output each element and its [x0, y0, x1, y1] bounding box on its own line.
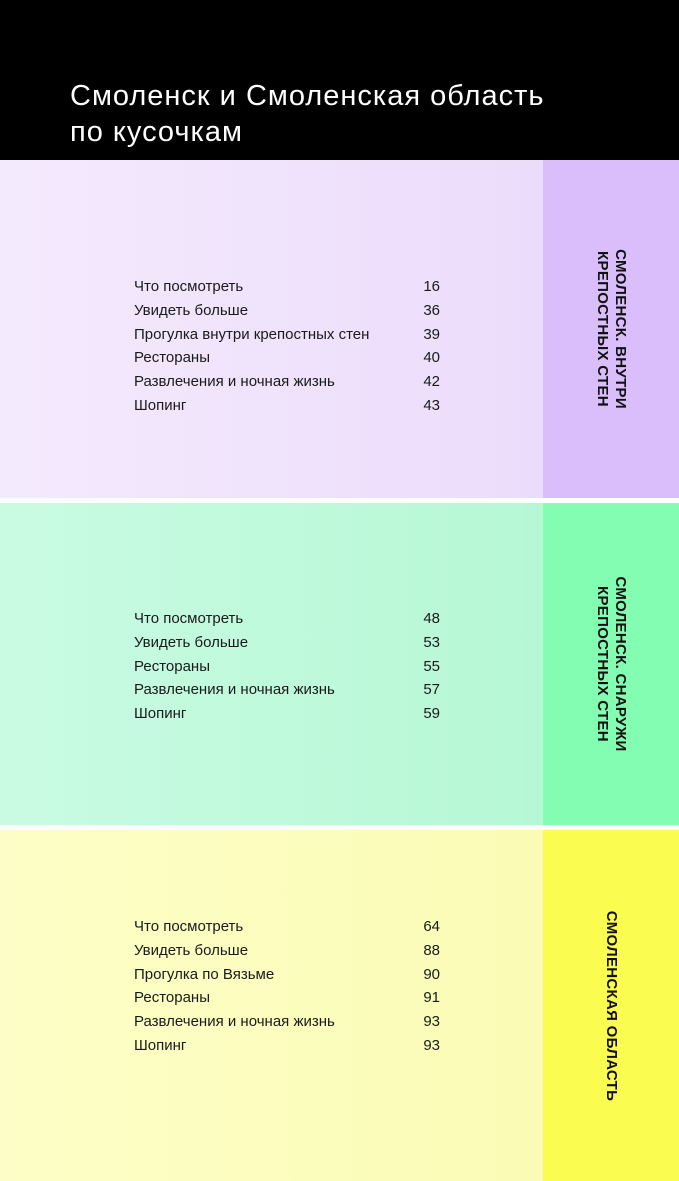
section-smolensk-region: [0, 830, 679, 1181]
toc-entry[interactable]: [134, 634, 440, 658]
toc-entry[interactable]: [134, 278, 440, 302]
section-tab-label: СМОЛЕНСК. СНАРУЖИ КРЕПОСТНЫХ СТЕН: [594, 576, 629, 752]
toc-entry[interactable]: [134, 1037, 440, 1061]
section-tab[interactable]: [543, 160, 679, 498]
table-of-contents: [134, 918, 440, 1061]
toc-entry-page: 42: [423, 373, 440, 391]
toc-entry-label: Шопинг: [134, 1036, 187, 1054]
toc-entry-page: 59: [423, 705, 440, 723]
toc-entry-label: Развлечения и ночная жизнь: [134, 681, 335, 699]
toc-entry-page: 93: [423, 1013, 440, 1031]
toc-entry-page: 36: [423, 301, 440, 319]
section-body: [0, 503, 543, 825]
toc-entry[interactable]: [134, 373, 440, 397]
toc-entry-page: 16: [423, 278, 440, 295]
toc-entry-label: Увидеть больше: [134, 941, 249, 959]
toc-entry-label: Развлечения и ночная жизнь: [134, 1013, 335, 1031]
section-body: [0, 830, 543, 1181]
section-tab-label: СМОЛЕНСКАЯ ОБЛАСТЬ: [603, 910, 620, 1101]
toc-entry[interactable]: [134, 326, 440, 350]
toc-entry[interactable]: [134, 918, 440, 942]
toc-entry[interactable]: [134, 942, 440, 966]
section-body: [0, 160, 543, 498]
title-line-1: Смоленск и Смоленская область: [70, 80, 545, 112]
toc-entry[interactable]: [134, 397, 440, 421]
section-tab-label: СМОЛЕНСК. ВНУТРИ КРЕПОСТНЫХ СТЕН: [594, 249, 629, 409]
toc-entry-page: 48: [423, 610, 440, 627]
toc-entry[interactable]: [134, 1013, 440, 1037]
toc-entry-label: Шопинг: [134, 396, 187, 414]
toc-entry-page: 90: [423, 965, 440, 983]
toc-entry-label: Шопинг: [134, 705, 187, 723]
toc-entry[interactable]: [134, 610, 440, 634]
section-tab[interactable]: [543, 830, 679, 1181]
section-outside-walls: [0, 503, 679, 825]
section-tab[interactable]: [543, 503, 679, 825]
toc-entry-page: 43: [423, 396, 440, 414]
toc-entry-label: Прогулка внутри крепостных стен: [134, 325, 370, 343]
toc-entry-page: 40: [423, 349, 440, 367]
header: [0, 0, 679, 160]
toc-entry-page: 64: [423, 918, 440, 935]
toc-entry-page: 91: [423, 989, 440, 1007]
toc-entry[interactable]: [134, 302, 440, 326]
toc-entry-label: Что посмотреть: [134, 278, 244, 295]
toc-entry-label: Прогулка по Вязьме: [134, 965, 275, 983]
toc-entry-label: Увидеть больше: [134, 633, 249, 651]
toc-entry[interactable]: [134, 681, 440, 705]
toc-entry[interactable]: [134, 989, 440, 1013]
toc-entry[interactable]: [134, 966, 440, 990]
toc-entry-label: Что посмотреть: [134, 918, 244, 935]
toc-entry[interactable]: [134, 705, 440, 729]
toc-entry-page: 57: [423, 681, 440, 699]
toc-entry-label: Увидеть больше: [134, 301, 249, 319]
toc-entry-label: Рестораны: [134, 657, 210, 675]
toc-entry-page: 53: [423, 633, 440, 651]
toc-entry-page: 93: [423, 1036, 440, 1054]
toc-entry[interactable]: [134, 349, 440, 373]
section-inside-walls: [0, 160, 679, 498]
table-of-contents: [134, 610, 440, 729]
toc-entry-page: 39: [423, 325, 440, 343]
toc-entry[interactable]: [134, 658, 440, 682]
toc-entry-page: 55: [423, 657, 440, 675]
title-line-2: по кусочкам: [70, 116, 243, 148]
table-of-contents: [134, 278, 440, 421]
toc-entry-label: Рестораны: [134, 349, 210, 367]
toc-entry-page: 88: [423, 941, 440, 959]
toc-entry-label: Что посмотреть: [134, 610, 244, 627]
page-title: [70, 78, 544, 150]
toc-entry-label: Развлечения и ночная жизнь: [134, 373, 335, 391]
toc-entry-label: Рестораны: [134, 989, 210, 1007]
